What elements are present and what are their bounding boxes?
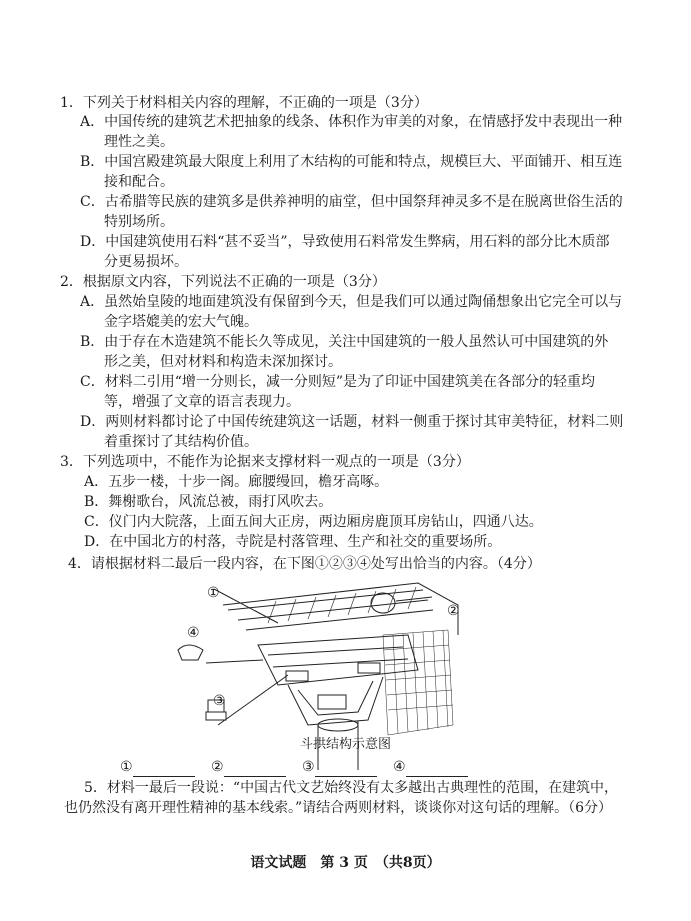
q5-line-1: 5．材料一最后一段说：“中国古代文艺始终没有太多越出古典理性的范围，在建筑中，	[84, 780, 619, 796]
blank-label-3: ③	[302, 759, 315, 775]
q2-option-a-cont: 金字塔媲美的宏大气魄。	[104, 314, 258, 330]
answer-blanks	[120, 757, 480, 777]
blank-label-1: ①	[120, 759, 133, 775]
marker-1: ①	[207, 585, 220, 601]
marker-3: ③	[213, 693, 226, 709]
blank-1[interactable]	[133, 762, 195, 777]
blank-4[interactable]	[406, 762, 468, 777]
page-footer: 语文试题 第 3 页 （共8页）	[250, 855, 441, 871]
q1-option-d: D．中国建筑使用石料“甚不妥当”，导致使用石料常发生弊病，用石料的部分比木质部	[80, 234, 610, 250]
q3-option-b: B．舞榭歌台，风流总被，雨打风吹去。	[84, 494, 333, 510]
figure-caption: 斗拱结构示意图	[300, 737, 392, 752]
q4-stem: 4．请根据材料二最后一段内容，在下图①②③④处写出恰当的内容。（4分）	[68, 556, 541, 572]
q3-option-d: D．在中国北方的村落，寺院是村落管理、生产和社交的重要场所。	[84, 534, 502, 550]
q2-stem: 2．根据原文内容，下列说法不正确的一项是（3分）	[60, 274, 386, 290]
q2-option-d: D．两则材料都讨论了中国传统建筑这一话题，材料一侧重于探讨其审美特征，材料二则	[80, 414, 624, 430]
marker-2: ②	[447, 603, 460, 619]
q1-option-b: B．中国宫殿建筑最大限度上利用了木结构的可能和特点，规模巨大、平面铺开、相互连	[80, 154, 623, 170]
q2-option-b: B．由于存在木造建筑不能长久等成见，关注中国建筑的一般人虽然认可中国建筑的外	[80, 334, 609, 350]
q1-option-c-cont: 特别场所。	[104, 214, 174, 230]
blank-3[interactable]	[315, 762, 377, 777]
q2-option-b-cont: 形之美，但对材料和构造未深加探讨。	[104, 354, 342, 370]
q1-option-a: A．中国传统的建筑艺术把抽象的线条、体积作为审美的对象，在情感抒发中表现出一种	[80, 114, 623, 130]
q1-option-d-cont: 分更易损坏。	[104, 254, 188, 270]
q2-option-c: C．材料二引用“增一分则长，减一分则短”是为了印证中国建筑美在各部分的轻重均	[80, 374, 596, 390]
q1-option-c: C．古希腊等民族的建筑多是供养神明的庙堂，但中国祭拜神灵多不是在脱离世俗生活的	[80, 194, 623, 210]
q2-option-d-cont: 着重探讨了其结构价值。	[104, 434, 258, 450]
q5-line-2: 也仍然没有离开理性精神的基本线索。”请结合两则材料，谈谈你对这句话的理解。（6分）	[64, 800, 613, 816]
q2-option-c-cont: 等，增强了文章的语言表现力。	[104, 394, 300, 410]
q1-option-a-cont: 理性之美。	[104, 134, 174, 150]
blank-label-2: ②	[211, 759, 224, 775]
marker-4: ④	[187, 625, 200, 641]
blank-2[interactable]	[224, 762, 286, 777]
q2-option-a: A．虽然始皇陵的地面建筑没有保留到今天，但是我们可以通过陶俑想象出它完全可以与	[80, 294, 623, 310]
q3-option-a: A．五步一楼，十步一阁。廊腰缦回，檐牙高啄。	[84, 474, 389, 490]
blank-label-4: ④	[393, 759, 406, 775]
q3-option-c: C．仪门内大院落，上面五间大正房，两边厢房鹿顶耳房钻山，四通八达。	[84, 514, 543, 530]
q1-option-b-cont: 接和配合。	[104, 174, 174, 190]
q1-stem: 1．下列关于材料相关内容的理解，不正确的一项是（3分）	[60, 95, 428, 111]
q3-stem: 3．下列选项中，不能作为论据来支撑材料一观点的一项是（3分）	[60, 454, 470, 470]
